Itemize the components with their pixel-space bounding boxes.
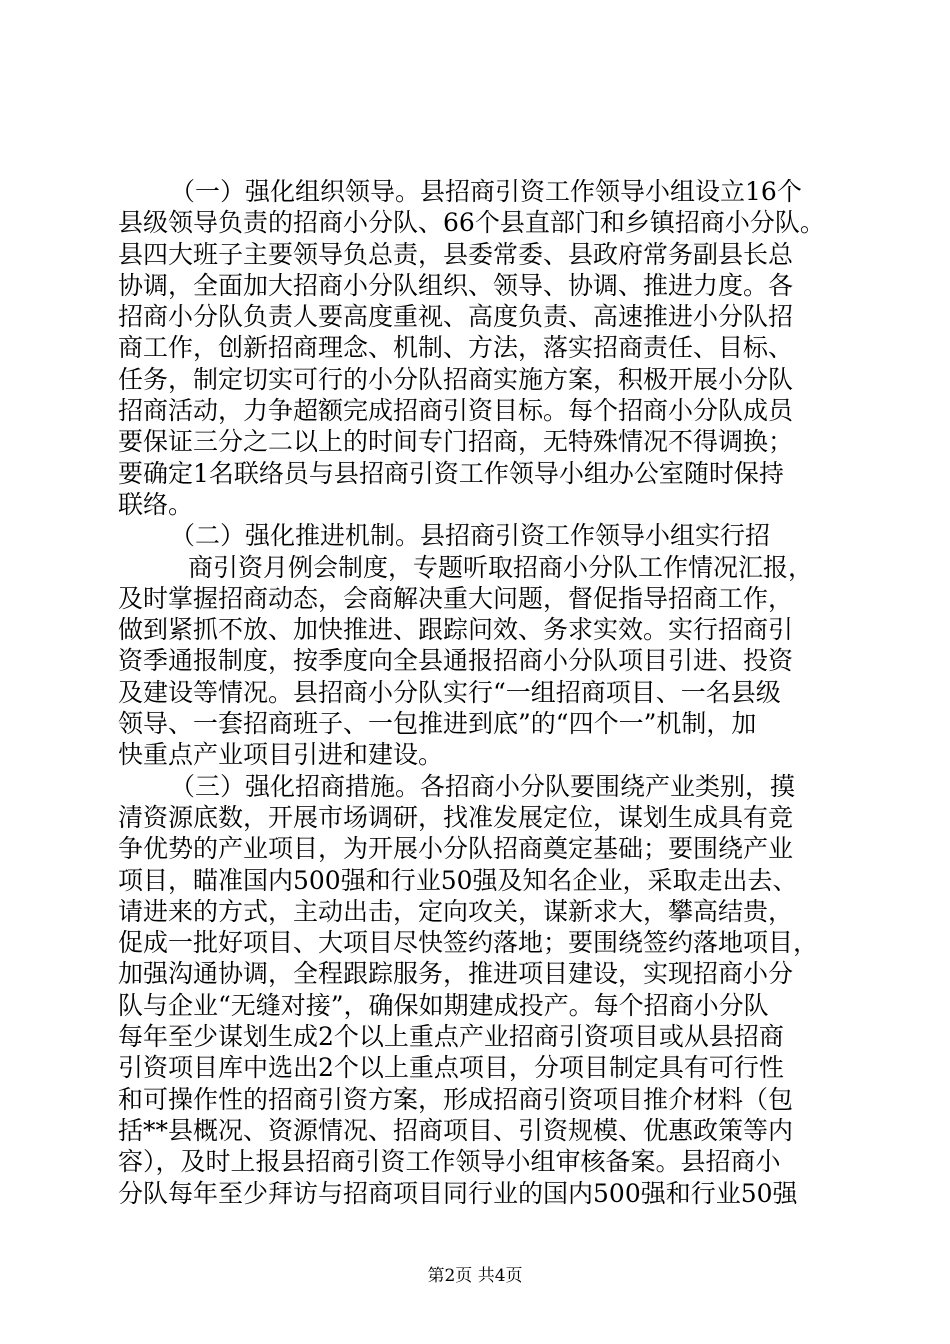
- text-line: 县四大班子主要领导负总责，县委常委、县政府常务副县长总: [118, 239, 794, 269]
- text-line: 括**县概况、资源情况、招商项目、引资规模、优惠政策等内: [118, 1115, 794, 1145]
- text-line: 商引资月例会制度，专题听取招商小分队工作情况汇报，: [188, 552, 814, 582]
- text-line: 领导、一套招商班子、一包推进到底”的“四个一”机制，加: [118, 709, 757, 739]
- text-line: 要确定1名联络员与县招商引资工作领导小组办公室随时保持: [118, 458, 784, 488]
- text-line: 县级领导负责的招商小分队、66个县直部门和乡镇招商小分队。: [118, 208, 825, 238]
- text-line: 招商活动，力争超额完成招商引资目标。每个招商小分队成员: [118, 396, 794, 426]
- text-line: （一）强化组织领导。县招商引资工作领导小组设立16个: [170, 177, 802, 206]
- document-body: [118, 176, 834, 1209]
- text-line: 容），及时上报县招商引资工作领导小组审核备案。县招商小: [118, 1147, 781, 1177]
- text-line: 促成一批好项目、大项目尽快签约落地；要围绕签约落地项目，: [118, 928, 819, 958]
- text-line: 资季通报制度，按季度向全县通报招商小分队项目引进、投资: [118, 646, 794, 676]
- text-line: 争优势的产业项目，为开展小分队招商奠定基础；要围绕产业: [118, 834, 794, 864]
- text-line: 快重点产业项目引进和建设。: [118, 740, 444, 770]
- text-line: 商工作，创新招商理念、机制、方法，落实招商责任、目标、: [118, 333, 794, 363]
- text-line: 清资源底数，开展市场调研，找准发展定位，谋划生成具有竞: [118, 802, 794, 832]
- text-line: 做到紧抓不放、加快推进、跟踪问效、务求实效。实行招商引: [118, 615, 794, 645]
- text-line: 任务，制定切实可行的小分队招商实施方案，积极开展小分队: [118, 364, 794, 394]
- text-line: 分队每年至少拜访与招商项目同行业的国内500强和行业50强: [118, 1178, 798, 1208]
- text-line: 项目，瞄准国内500强和行业50强及知名企业，采取走出去、: [118, 865, 798, 895]
- text-line: 及时掌握招商动态，会商解决重大问题，督促指导招商工作，: [118, 583, 794, 613]
- text-line: 联络。: [118, 489, 194, 519]
- page-number-label: 第2页 共4页: [427, 1266, 523, 1286]
- text-line: （二）强化推进机制。县招商引资工作领导小组实行招: [170, 521, 771, 551]
- text-line: 队与企业“无缝对接”，确保如期建成投产。每个招商小分队: [118, 990, 769, 1020]
- text-line: 及建设等情况。县招商小分队实行“一组招商项目、一名县级: [118, 677, 781, 707]
- text-line: 请进来的方式，主动出击，定向攻关，谋新求大，攀高结贵，: [118, 896, 794, 926]
- text-line: 引资项目库中选出2个以上重点项目，分项目制定具有可行性: [118, 1053, 784, 1083]
- text-line: 要保证三分之二以上的时间专门招商，无特殊情况不得调换；: [118, 427, 794, 457]
- text-line: 协调，全面加大招商小分队组织、领导、协调、推进力度。各: [118, 270, 794, 300]
- page-footer: [0, 1266, 950, 1286]
- text-line: 每年至少谋划生成2个以上重点产业招商引资项目或从县招商: [118, 1022, 784, 1052]
- text-line: 和可操作性的招商引资方案，形成招商引资项目推介材料（包: [118, 1084, 794, 1114]
- text-line: （三）强化招商措施。各招商小分队要围绕产业类别，摸: [170, 771, 796, 801]
- text-line: 加强沟通协调，全程跟踪服务，推进项目建设，实现招商小分: [118, 959, 794, 989]
- text-line: 招商小分队负责人要高度重视、高度负责、高速推进小分队招: [118, 302, 794, 332]
